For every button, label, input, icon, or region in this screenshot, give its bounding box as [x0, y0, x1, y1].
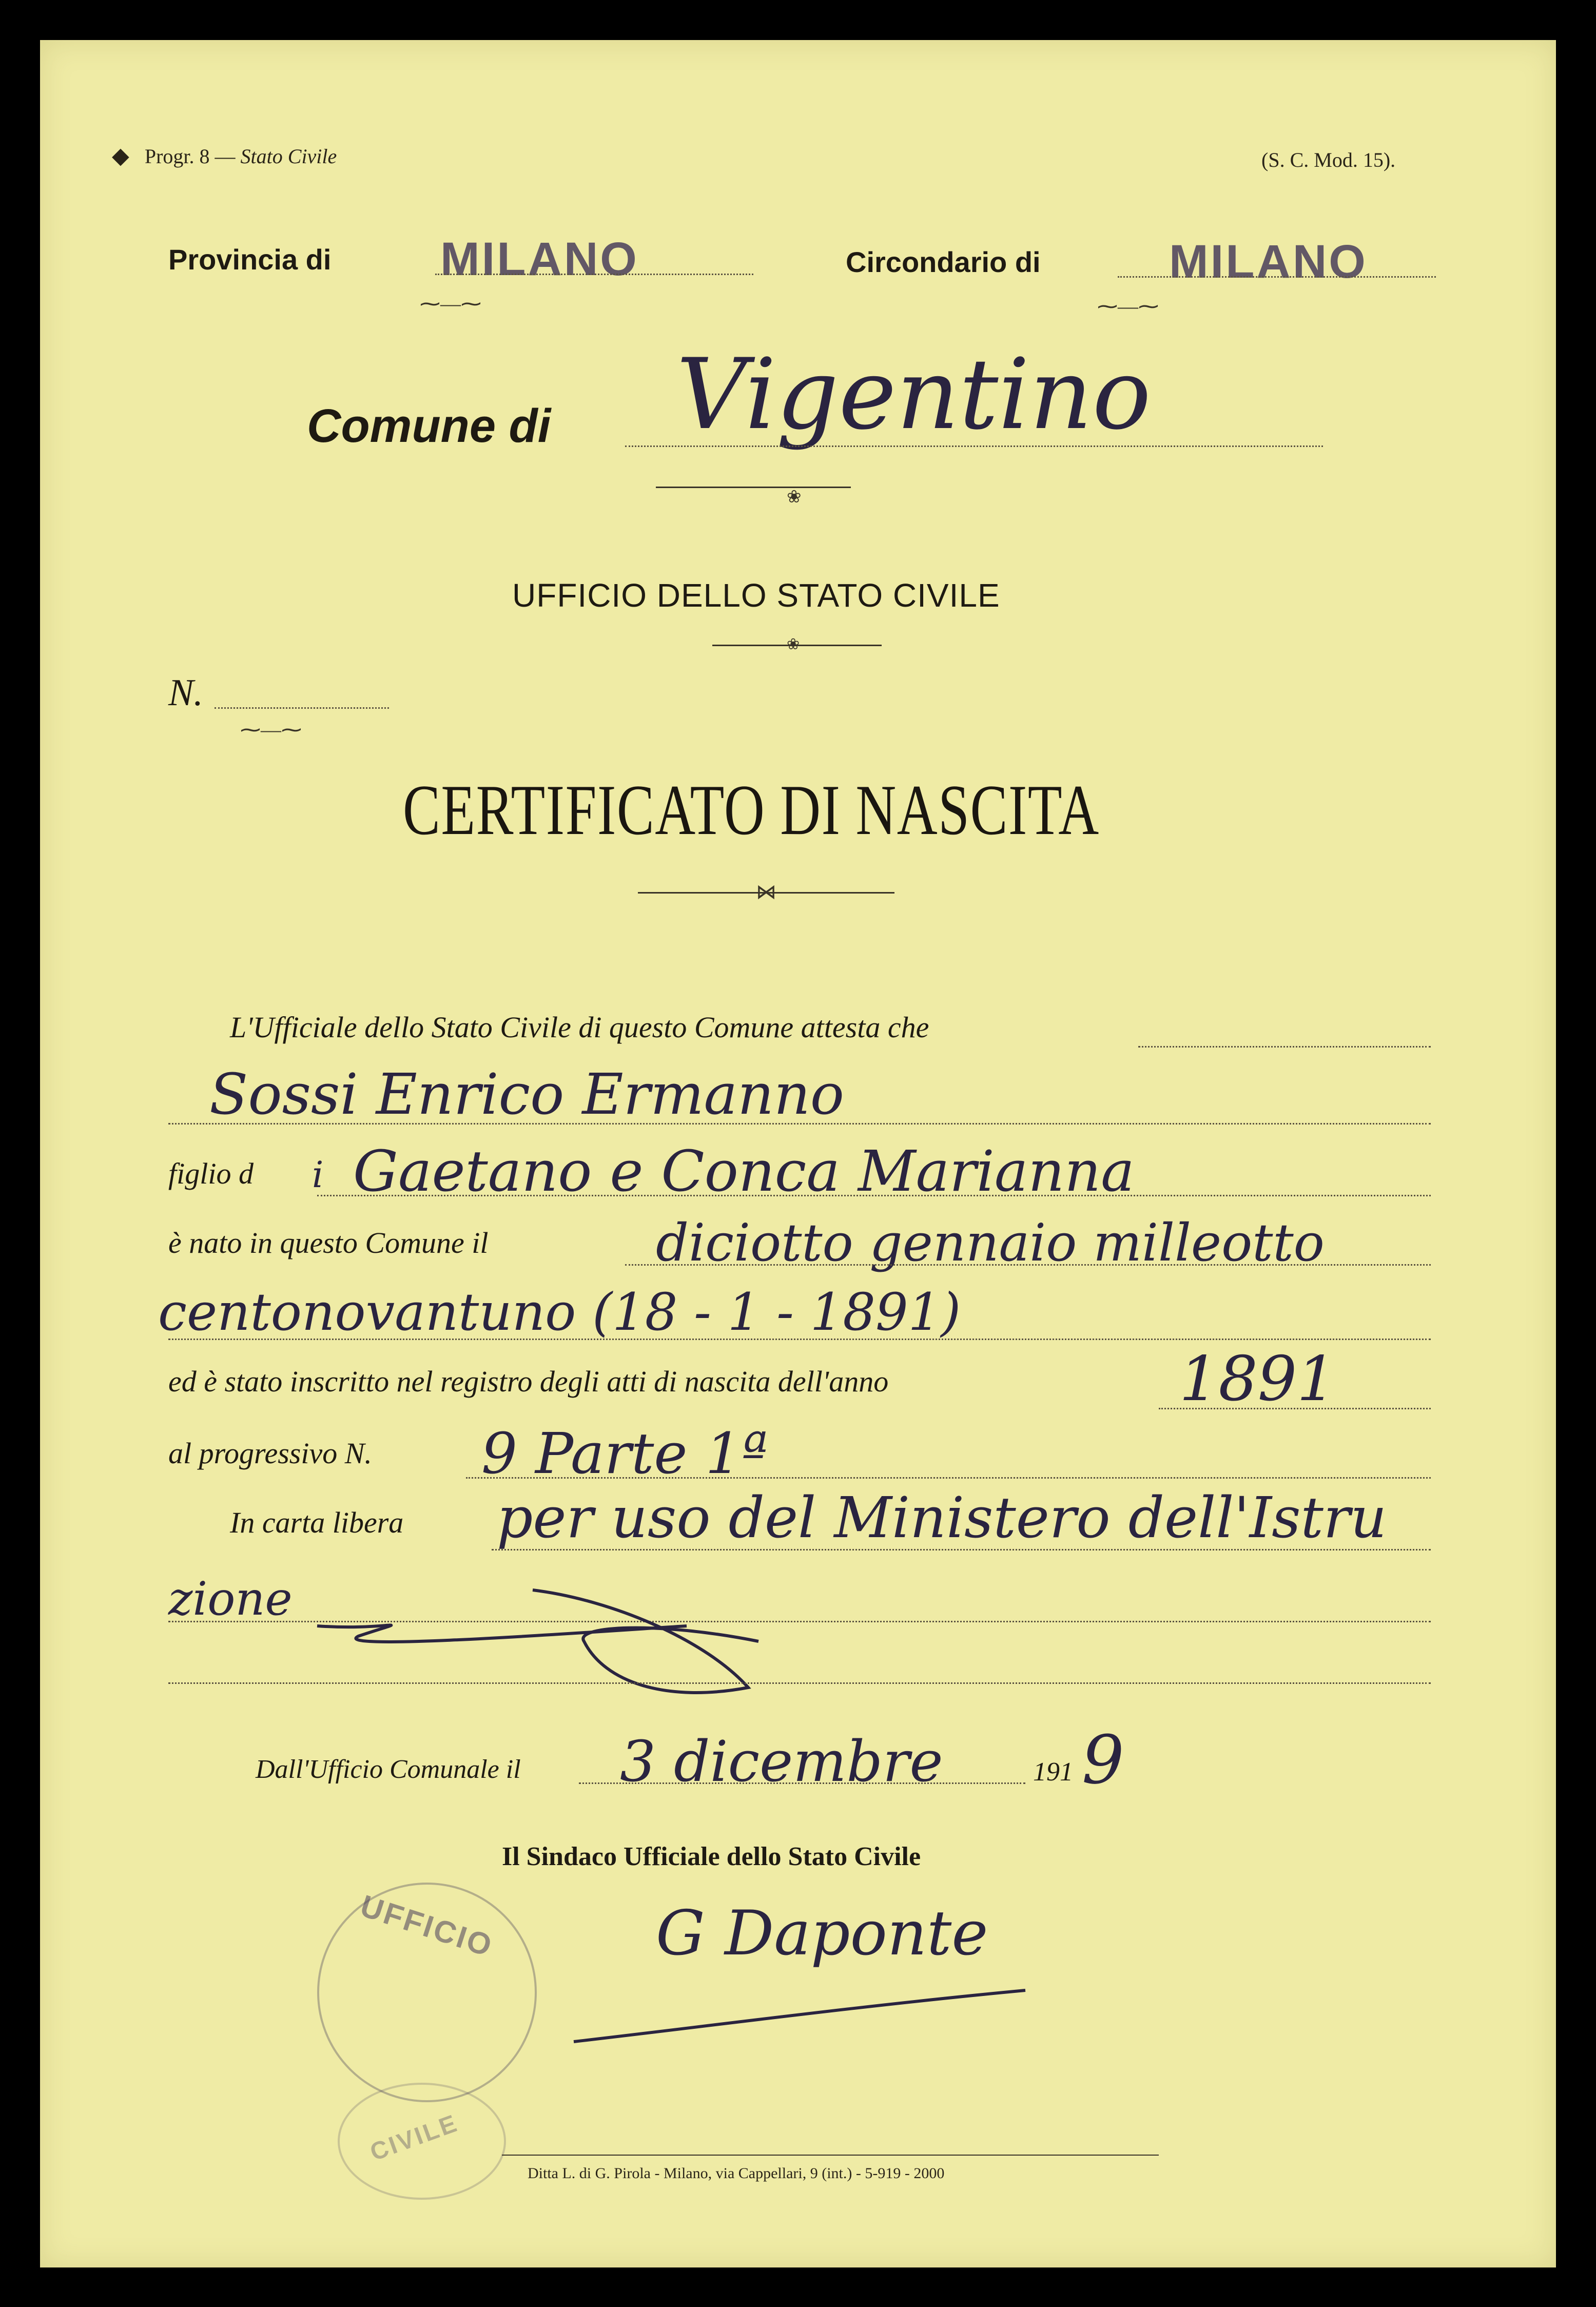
district-ornament: ⁓—⁓ — [1097, 295, 1159, 318]
form-progr: Progr. 8 — — [144, 145, 236, 168]
parents-line — [317, 1195, 1431, 1196]
number-line — [215, 707, 389, 709]
purpose-text: per uso del Ministero dell'Istru — [497, 1485, 1387, 1550]
footer-rule — [502, 2155, 1159, 2156]
comune-rule — [656, 487, 851, 488]
person-name: Sossi Enrico Ermanno — [209, 1061, 845, 1127]
comune-rule-ornament: ❀ — [787, 488, 802, 507]
signature-title: Il Sindaco Ufficiale dello Stato Civile — [502, 1842, 921, 1871]
progressive-value: 9 Parte 1ª — [481, 1421, 768, 1486]
birth-date-words-cont: centonovantuno (18 - 1 - 1891) — [158, 1282, 961, 1342]
seal-bottom-text: CIVILE — [366, 2109, 462, 2166]
bullet-mark: ◆ — [112, 143, 129, 168]
born-label: è nato in questo Comune il — [168, 1226, 489, 1259]
number-label: N. — [168, 672, 203, 714]
printer-credit: Ditta L. di G. Pirola - Milano, via Cappellari, 9 (int.) - 5-919 - 2000 — [528, 2165, 945, 2182]
seal-top-text: UFFICIO — [356, 1888, 498, 1964]
issue-date: 3 dicembre — [620, 1729, 943, 1794]
district-label: Circondario di — [846, 246, 1041, 278]
issue-label: Dall'Ufficio Comunale il — [256, 1755, 521, 1784]
intro-text: L'Ufficiale dello Stato Civile di questo Comune attesta che — [230, 1011, 929, 1044]
registry-line — [1159, 1408, 1431, 1409]
province-ornament: ⁓—⁓ — [420, 292, 481, 315]
comune-name: Vigentino — [676, 338, 1151, 451]
comune-label: Comune di — [307, 400, 551, 452]
province-line — [435, 274, 753, 275]
issue-line — [579, 1782, 1025, 1784]
province-stamp: MILANO — [440, 233, 639, 285]
certificate-paper — [40, 40, 1556, 2267]
form-model: (S. C. Mod. 15). — [1261, 148, 1396, 171]
district-line — [1118, 276, 1436, 278]
progressive-line — [466, 1477, 1431, 1479]
parents-names: Gaetano e Conca Marianna — [353, 1138, 1135, 1204]
progressive-label: al progressivo N. — [168, 1437, 372, 1470]
issue-year-prefix: 191 — [1033, 1757, 1073, 1787]
blank-line — [168, 1682, 1431, 1684]
district-stamp: MILANO — [1169, 236, 1368, 288]
birth-date-words: diciotto gennaio milleotto — [656, 1213, 1325, 1273]
registry-label: ed è stato inscritto nel registro degli atti di nascita dell'anno — [168, 1365, 889, 1398]
paper-label: In carta libera — [230, 1506, 404, 1539]
registry-year: 1891 — [1179, 1344, 1336, 1415]
issue-year-suffix: 9 — [1082, 1721, 1124, 1799]
parent-suffix: i — [312, 1154, 324, 1196]
signature-underline — [553, 1970, 1066, 2072]
office-rule-ornament: ❀ — [787, 636, 800, 653]
intro-line — [1138, 1046, 1431, 1048]
form-stato-civile: Stato Civile — [240, 145, 337, 168]
parent-label: figlio d — [168, 1157, 254, 1190]
form-reference — [112, 143, 337, 169]
office-title: UFFICIO DELLO STATO CIVILE — [512, 577, 1000, 614]
flourish-stroke — [297, 1569, 912, 1723]
number-ornament: ⁓—⁓ — [240, 718, 302, 741]
birth-date-cont-line — [168, 1339, 1431, 1340]
birth-date-line — [625, 1264, 1431, 1266]
comune-line — [625, 445, 1323, 447]
province-label: Provincia di — [168, 243, 332, 276]
purpose-text-cont: zione — [168, 1572, 293, 1626]
title-rule-ornament: ⋈ — [756, 880, 776, 903]
certificate-title: CERTIFICATO DI NASCITA — [403, 770, 1100, 850]
signature-name: G Daponte — [656, 1898, 988, 1969]
purpose-line — [492, 1549, 1431, 1550]
name-line — [168, 1123, 1431, 1125]
